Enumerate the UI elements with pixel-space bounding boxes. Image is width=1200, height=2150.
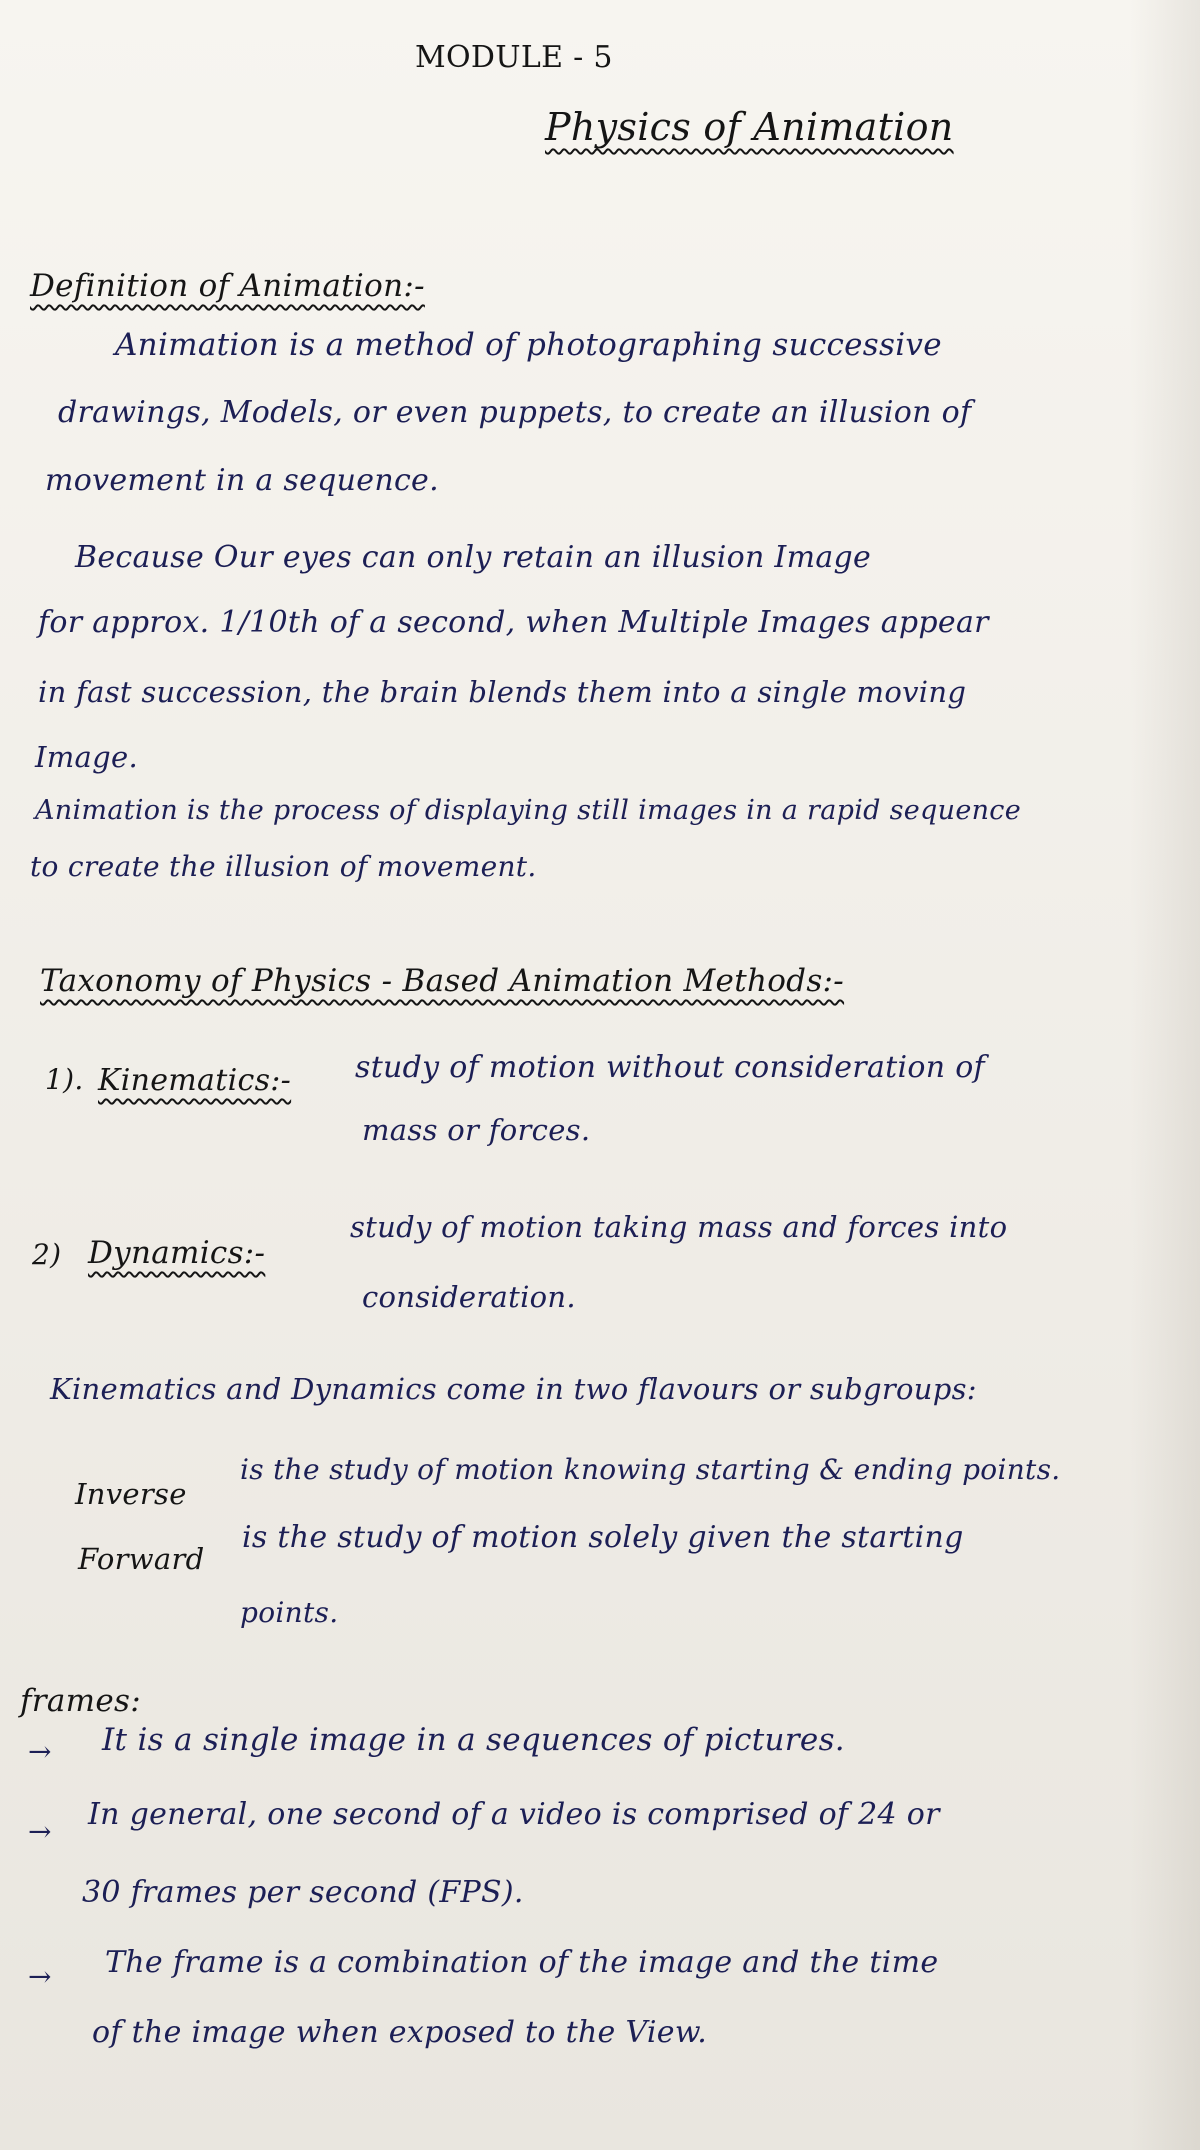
definition-line-1: Animation is a method of photographing successive — [115, 327, 942, 363]
dynamics-term: Dynamics:- — [88, 1235, 266, 1271]
definition-line-5: for approx. 1/10th of a second, when Multiple Images appear — [38, 605, 989, 640]
frames-bullet-1: It is a single image in a sequences of pictures. — [102, 1722, 845, 1758]
module-label: MODULE - 5 — [415, 40, 613, 75]
definition-line-2: drawings, Models, or even puppets, to create an illusion of — [58, 395, 972, 430]
definition-line-6: in fast succession, the brain blends them into a single moving — [38, 675, 967, 709]
definition-heading: Definition of Animation:- — [30, 268, 425, 304]
frames-bullet-1-arrow: → — [28, 1735, 52, 1768]
inverse-definition: is the study of motion knowing starting & ending points. — [240, 1453, 1061, 1486]
frames-heading: frames: — [20, 1683, 141, 1719]
dynamics-definition-2: consideration. — [362, 1280, 576, 1314]
definition-line-7: Image. — [35, 740, 138, 774]
frames-bullet-2-arrow: → — [28, 1815, 52, 1848]
flavours-line: Kinematics and Dynamics come in two flavours or subgroups: — [50, 1372, 977, 1406]
definition-line-9: to create the illusion of movement. — [30, 850, 537, 883]
dynamics-definition-1: study of motion taking mass and forces into — [350, 1210, 1008, 1244]
frames-bullet-3-line-1: The frame is a combination of the image and the time — [105, 1945, 939, 1980]
page-edge-shadow — [1130, 0, 1200, 2150]
frames-bullet-3-arrow: → — [28, 1960, 52, 1993]
forward-term: Forward — [78, 1542, 205, 1576]
kinematics-term: Kinematics:- — [98, 1063, 292, 1098]
frames-bullet-3-line-2: of the image when exposed to the View. — [92, 2015, 708, 2050]
kinematics-number: 1). — [45, 1063, 84, 1096]
taxonomy-heading: Taxonomy of Physics - Based Animation Methods:- — [40, 963, 845, 999]
kinematics-definition-2: mass or forces. — [362, 1113, 591, 1147]
kinematics-definition-1: study of motion without consideration of — [355, 1050, 985, 1085]
forward-definition-1: is the study of motion solely given the starting — [242, 1520, 964, 1555]
definition-line-8: Animation is the process of displaying still images in a rapid sequence — [35, 795, 1021, 826]
definition-line-3: movement in a sequence. — [45, 463, 439, 498]
inverse-term: Inverse — [75, 1477, 187, 1511]
frames-bullet-2-line-1: In general, one second of a video is comprised of 24 or — [88, 1797, 940, 1832]
forward-definition-2: points. — [240, 1596, 339, 1629]
dynamics-number: 2) — [32, 1238, 62, 1271]
frames-bullet-2-line-2: 30 frames per second (FPS). — [82, 1875, 524, 1910]
definition-line-4: Because Our eyes can only retain an illusion Image — [75, 540, 872, 575]
page-title: Physics of Animation — [545, 105, 954, 149]
